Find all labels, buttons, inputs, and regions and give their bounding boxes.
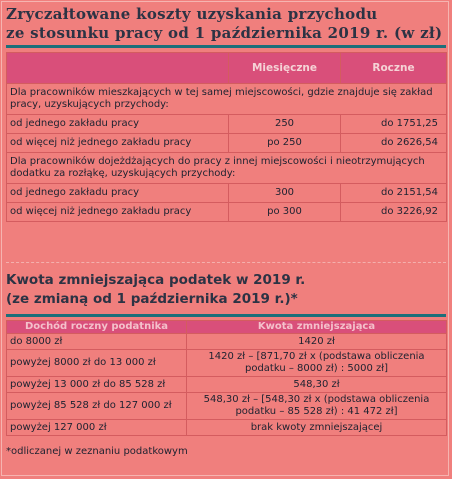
group1-description: Dla pracowników mieszkających w tej samej miejscowości, gdzie znajduje się zakład pracy, uzyskujących przychody: <box>7 84 447 115</box>
row-amount: 1420 zł <box>187 334 447 350</box>
header-empty <box>7 53 229 84</box>
tax-reduction-table <box>6 320 447 436</box>
row-monthly: po 300 <box>229 203 341 222</box>
tax-table-header <box>7 321 447 334</box>
table1-title-line2: ze stosunku pracy od 1 października 2019 r. (w zł) <box>6 24 443 42</box>
group-description-row <box>7 84 447 115</box>
table-row <box>7 420 447 436</box>
row-label: od więcej niż jednego zakładu pracy <box>7 134 229 153</box>
table2-top-rule <box>6 314 446 317</box>
row-income: powyżej 8000 zł do 13 000 zł <box>7 350 187 377</box>
row-monthly: 250 <box>229 115 341 134</box>
table-row <box>7 184 447 203</box>
row-amount: 548,30 zł – [548,30 zł x (podstawa obliczenia podatku – 85 528 zł) : 41 472 zł] <box>187 393 447 420</box>
table-row <box>7 350 447 377</box>
table1-top-rule <box>6 45 446 48</box>
table-row <box>7 134 447 153</box>
costs-table <box>6 52 447 222</box>
footnote: *odliczanej w zeznaniu podatkowym <box>6 446 188 457</box>
table-row <box>7 115 447 134</box>
costs-table-header <box>7 53 447 84</box>
table-row <box>7 377 447 393</box>
group2-description: Dla pracowników dojeżdżających do pracy z innej miejscowości i nieotrzymujących dodatku za rozłąkę, uzyskujących przychody: <box>7 153 447 184</box>
row-yearly: do 1751,25 <box>341 115 447 134</box>
row-income: powyżej 127 000 zł <box>7 420 187 436</box>
header-yearly: Roczne <box>341 53 447 84</box>
header-income: Dochód roczny podatnika <box>7 321 187 334</box>
table-row <box>7 203 447 222</box>
table-row <box>7 393 447 420</box>
header-monthly: Miesięczne <box>229 53 341 84</box>
row-label: od jednego zakładu pracy <box>7 184 229 203</box>
group-description-row <box>7 153 447 184</box>
table-row <box>7 334 447 350</box>
row-income: powyżej 13 000 zł do 85 528 zł <box>7 377 187 393</box>
row-amount: 548,30 zł <box>187 377 447 393</box>
section-divider <box>6 262 446 263</box>
row-label: od jednego zakładu pracy <box>7 115 229 134</box>
header-amount: Kwota zmniejszająca <box>187 321 447 334</box>
row-yearly: do 2626,54 <box>341 134 447 153</box>
row-amount: 1420 zł – [871,70 zł x (podstawa obliczenia podatku – 8000 zł) : 5000 zł] <box>187 350 447 377</box>
row-label: od więcej niż jednego zakładu pracy <box>7 203 229 222</box>
row-yearly: do 3226,92 <box>341 203 447 222</box>
row-amount: brak kwoty zmniejszającej <box>187 420 447 436</box>
table1-title-line1: Zryczałtowane koszty uzyskania przychodu <box>6 5 378 23</box>
row-monthly: 300 <box>229 184 341 203</box>
row-income: powyżej 85 528 zł do 127 000 zł <box>7 393 187 420</box>
row-monthly: po 250 <box>229 134 341 153</box>
row-income: do 8000 zł <box>7 334 187 350</box>
table2-title-line2: (ze zmianą od 1 października 2019 r.)* <box>6 291 298 307</box>
row-yearly: do 2151,54 <box>341 184 447 203</box>
table2-title-line1: Kwota zmniejszająca podatek w 2019 r. <box>6 272 306 288</box>
